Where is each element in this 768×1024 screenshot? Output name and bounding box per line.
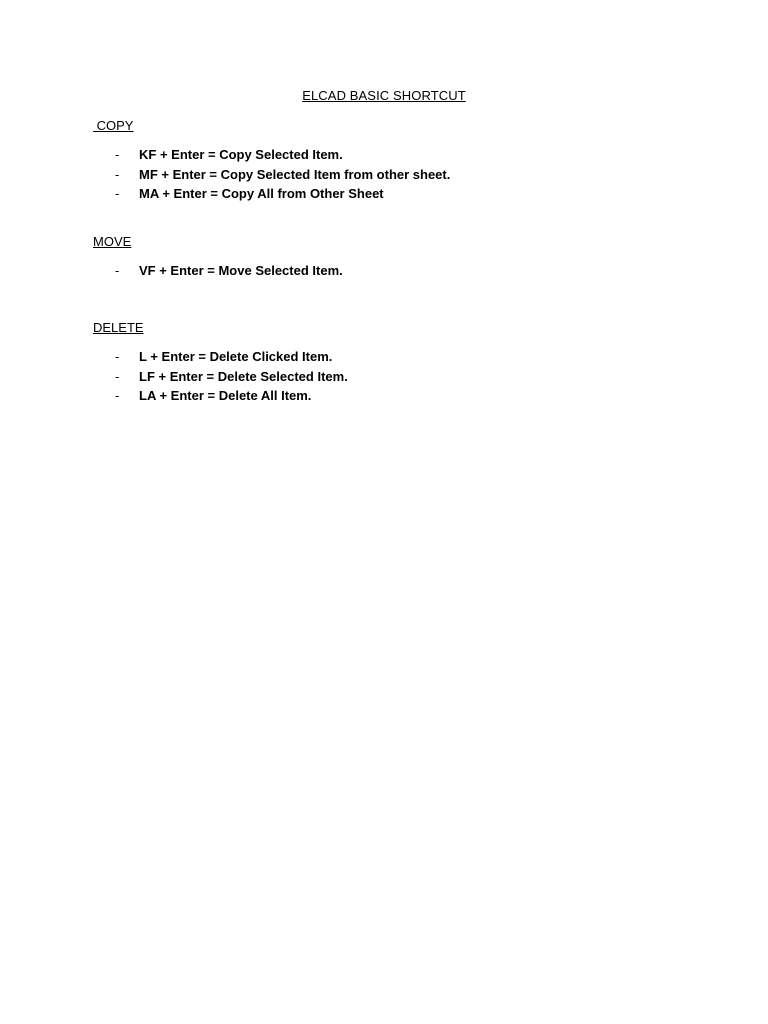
bullet-dash: - — [115, 388, 120, 403]
list-item — [93, 347, 693, 367]
document-title: ELCAD BASIC SHORTCUT — [302, 88, 466, 103]
list-item — [93, 386, 693, 406]
bullet-dash: - — [115, 147, 120, 162]
section-move — [93, 232, 693, 281]
shortcut-text: LA + Enter = Delete All Item. — [139, 388, 312, 403]
shortcut-list-move — [93, 261, 693, 281]
shortcut-list-copy — [93, 145, 693, 204]
list-item — [93, 145, 693, 165]
list-item — [93, 367, 693, 387]
list-item — [93, 165, 693, 185]
shortcut-text: L + Enter = Delete Clicked Item. — [139, 349, 333, 364]
bullet-dash: - — [115, 186, 120, 201]
shortcut-text: VF + Enter = Move Selected Item. — [139, 263, 343, 278]
section-heading-delete: DELETE — [93, 320, 144, 335]
section-copy — [93, 116, 693, 204]
section-heading-move: MOVE — [93, 234, 132, 249]
shortcut-text: LF + Enter = Delete Selected Item. — [139, 368, 348, 384]
shortcut-text: MF + Enter = Copy Selected Item from other sheet. — [139, 166, 451, 182]
list-item — [93, 184, 693, 204]
section-delete — [93, 318, 693, 406]
section-heading-copy: COPY — [93, 118, 134, 133]
shortcut-text: MA + Enter = Copy All from Other Sheet — [139, 186, 384, 201]
bullet-dash: - — [115, 349, 120, 364]
list-item — [93, 261, 693, 281]
bullet-dash: - — [115, 166, 120, 182]
shortcut-list-delete — [93, 347, 693, 406]
shortcut-text: KF + Enter = Copy Selected Item. — [139, 147, 343, 162]
bullet-dash: - — [115, 368, 120, 384]
bullet-dash: - — [115, 263, 120, 278]
